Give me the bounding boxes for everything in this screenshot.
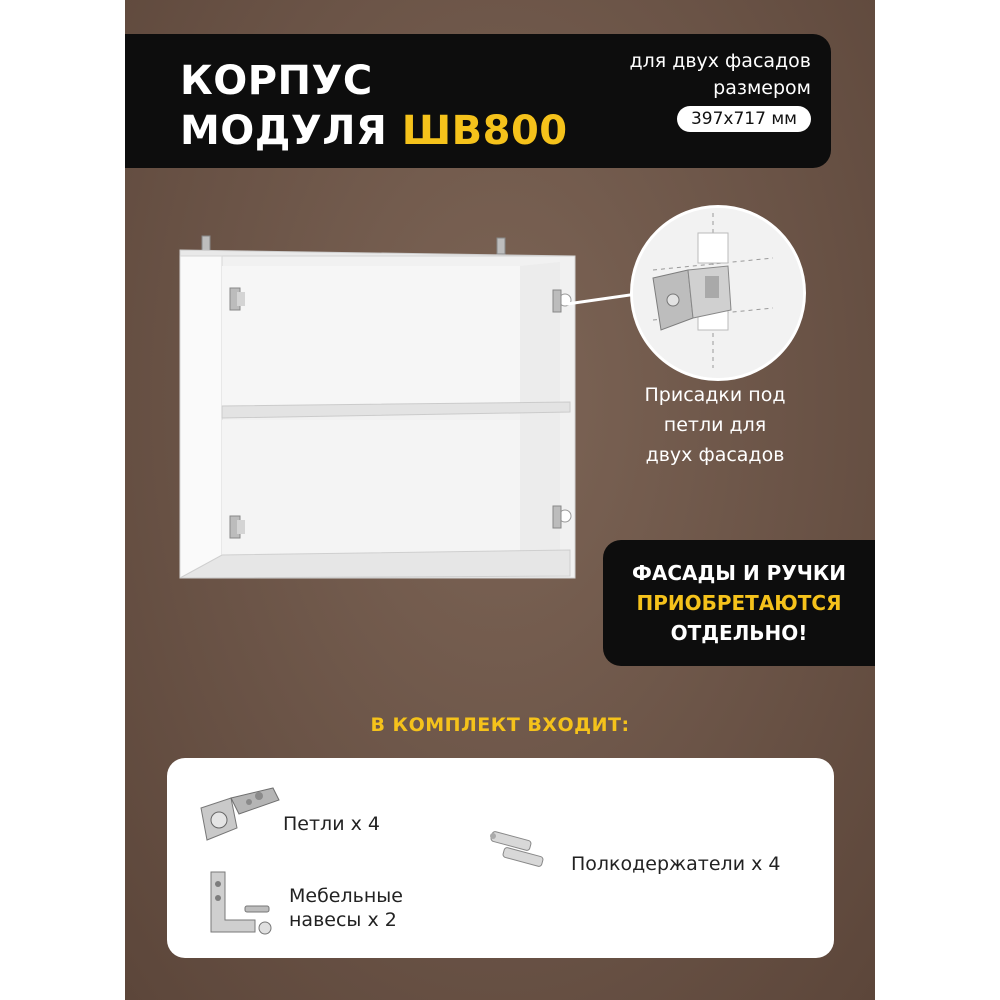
kit-item-hangers-line-2: навесы х 2 [289, 909, 397, 931]
kit-contents-box [167, 758, 834, 958]
hinge-caption-line-1: Присадки под [644, 384, 786, 406]
mount-clip-left [202, 236, 210, 252]
cabinet-back-lower [222, 420, 520, 555]
product-title [180, 56, 568, 156]
hinge-caption [610, 380, 820, 470]
cabinet-left-panel [180, 256, 222, 578]
title-line-1: КОРПУС [180, 58, 373, 104]
hanger-icon [205, 866, 285, 946]
hinge-caption-line-3: двух фасадов [645, 444, 785, 466]
facade-size-note [629, 48, 811, 132]
shelf-support-icon [485, 826, 555, 876]
title-line-2 [180, 106, 568, 156]
header-banner [125, 34, 831, 168]
note-line-1: для двух фасадов [629, 50, 811, 72]
model-code: ШВ800 [401, 108, 568, 154]
cabinet-illustration [175, 228, 585, 583]
title-prefix: МОДУЛЯ [180, 108, 388, 154]
product-card [125, 0, 875, 1000]
hinge-caption-line-2: петли для [663, 414, 767, 436]
size-badge: 397x717 мм [677, 106, 811, 132]
warning-line-1: ФАСАДЫ И РУЧКИ [632, 561, 846, 585]
hinge-detail-icon [633, 208, 803, 378]
kit-item-shelf-supports: Полкодержатели х 4 [571, 853, 781, 875]
mount-clip-right [497, 238, 505, 254]
warning-line-2: ПРИОБРЕТАЮТСЯ [636, 591, 842, 615]
kit-title: В КОМПЛЕКТ ВХОДИТ: [370, 714, 630, 736]
hinge-icon [193, 780, 283, 850]
hinge-zoom-detail [630, 205, 806, 381]
note-line-2: размером [713, 77, 811, 99]
kit-item-hangers [289, 884, 403, 932]
warning-text [603, 558, 875, 648]
kit-item-hinges: Петли х 4 [283, 813, 380, 835]
warning-box [603, 540, 875, 666]
cabinet-back-upper [222, 266, 520, 406]
warning-line-3: ОТДЕЛЬНО! [670, 621, 808, 645]
kit-item-hangers-line-1: Мебельные [289, 885, 403, 907]
